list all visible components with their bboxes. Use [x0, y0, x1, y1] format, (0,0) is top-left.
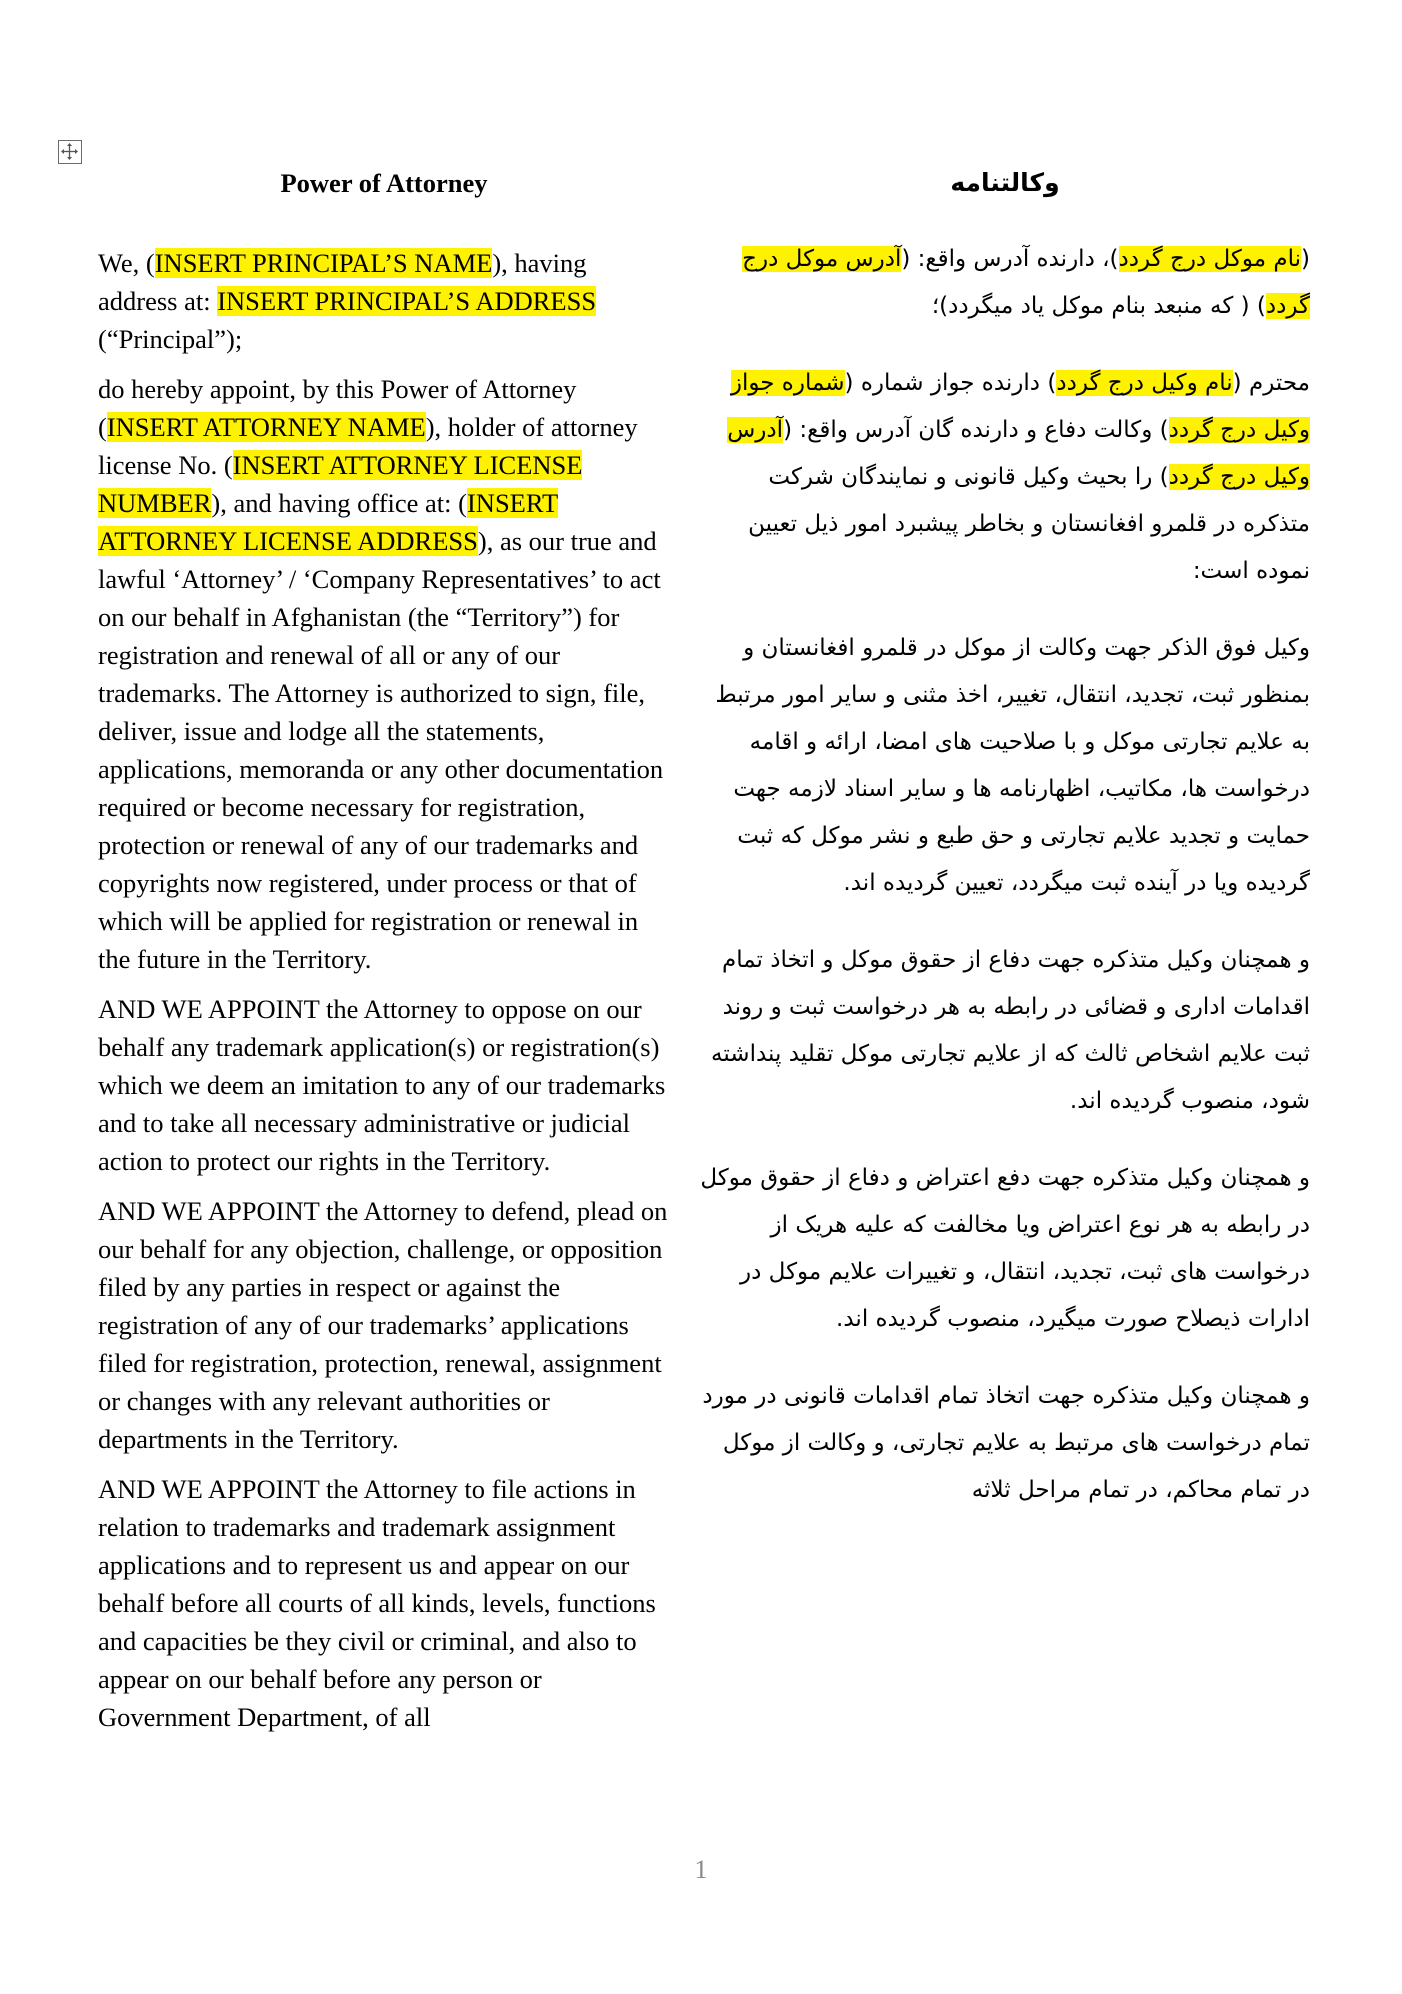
english-column [98, 164, 670, 1748]
table-move-handle[interactable] [58, 140, 82, 164]
attorney-name-placeholder-fa: نام وکیل درج گردد [1056, 370, 1233, 396]
appointment-paragraph-fa [700, 360, 1310, 595]
text-run: We, ( [98, 248, 155, 278]
persian-title: وکالتنامه [950, 168, 1060, 197]
text-run: ( [1301, 246, 1310, 272]
attorney-license-number-placeholder: INSERT ATTORNEY LICENSE NUMBER [98, 450, 583, 518]
attorney-license-number-placeholder-fa: شماره جواز وکیل درج گردد [730, 370, 1310, 443]
text-run: ), holder of attorney license No. ( [98, 412, 638, 480]
text-run: )، دارنده آدرس واقع: ( [901, 246, 1119, 272]
defend-paragraph: AND WE APPOINT the Attorney to defend, plead on our behalf for any objection, challenge, or opposition filed by any parties in respect or against the registration of any of our trademarks’ applications filed for registration, protection, renewal, assignment or changes with any relevant authorities or departments in the Territory. [98, 1196, 668, 1454]
text-run: ) را بحیث وکیل قانونی و نمایندگان شرکت متذکره در قلمرو افغانستان و بخاطر پیشبرد امور ذیل تعیین نموده است: [748, 464, 1310, 584]
principal-address-placeholder: INSERT PRINCIPAL’S ADDRESS [217, 286, 597, 316]
page-number: 1 [694, 1855, 708, 1884]
defend-paragraph-fa: و همچنان وکیل متذکره جهت دفع اعتراض و دفاع از حقوق موکل در رابطه به هر نوع اعتراض ویا مخالفت که علیه هریک از درخواست های ثبت، تجدید، انتقال، و تغییرات علایم موکل در ادارات ذیصلاح صورت میگیرد، منصوب گردیده اند. [700, 1165, 1310, 1332]
attorney-license-address-placeholder: INSERT ATTORNEY LICENSE ADDRESS [98, 488, 559, 556]
text-run: (“Principal”); [98, 324, 243, 354]
principal-paragraph [98, 244, 670, 358]
oppose-paragraph: AND WE APPOINT the Attorney to oppose on our behalf any trademark application(s) or registration(s) which we deem an imitation to any of our trademarks and to take all necessary administrative or judicial action to protect our rights in the Territory. [98, 994, 666, 1176]
text-run: ), as our true and lawful ‘Attorney’ / ‘Company Representatives’ to act on our behalf in Afghanistan (the “Territory”) for registration and renewal of all or any of our trademarks. The Attorney is authorized to sign, file, deliver, issue and lodge all the statements, applications, memoranda or any other documentation required or become necessary for registration, protection or renewal of any of our trademarks and copyrights now registered, under process or that of which will be applied for registration or renewal in the future in the Territory. [98, 526, 664, 974]
oppose-paragraph-fa: و همچنان وکیل متذکره جهت دفاع از حقوق موکل و اتخاذ تمام اقدامات اداری و قضائی در رابطه به هر درخواست ثبت و روند ثبت علایم اشخاص ثالث که از علایم تجارتی موکل تقلید پنداشته شود، منصوب گردیده اند. [711, 947, 1310, 1114]
text-run: محترم ( [1232, 370, 1310, 396]
attorney-name-placeholder: INSERT ATTORNEY NAME [106, 412, 426, 442]
text-run: ) ( که منبعد بنام موکل یاد میگردد)؛ [931, 293, 1266, 319]
appointment-paragraph [98, 370, 670, 978]
registration-paragraph-fa: وکیل فوق الذکر جهت وکالت از موکل در قلمرو افغانستان و بمنظور ثبت، تجدید، انتقال، تغییر، اخذ مثنی و سایر امور مرتبط به علایم تجارتی موکل و با صلاحیت های امضا، ارائه و اقامه درخواست ها، مکاتیب، اظهارنامه ها و سایر اسناد لازمه جهت حمایت و تجدید علایم تجارتی و حق طبع و نشر موکل که ثبت گردیده ویا در آینده ثبت میگردد، تعیین گردیده اند. [715, 635, 1310, 896]
principal-name-placeholder-fa: نام موکل درج گردد [1118, 246, 1302, 272]
text-run: ) دارنده جواز شماره ( [844, 370, 1057, 396]
principal-paragraph-fa [700, 236, 1310, 330]
text-run: ), having address at: [98, 248, 587, 316]
persian-column [700, 164, 1310, 1544]
legal-actions-paragraph-fa: و همچنان وکیل متذکره جهت اتخاذ تمام اقدامات قانونی در مورد تمام درخواست های مرتبط به علایم تجارتی، و وکالت از موکل در تمام محاکم، در تمام مراحل ثلاثه [702, 1383, 1310, 1503]
text-run: ), and having office at: ( [211, 488, 467, 518]
english-title: Power of Attorney [280, 168, 488, 198]
text-run: do hereby appoint, by this Power of Attorney ( [98, 374, 577, 442]
principal-address-placeholder-fa: آدرس موکل درج گردد [742, 246, 1310, 319]
principal-name-placeholder: INSERT PRINCIPAL’S NAME [154, 248, 493, 278]
text-run: ) وکالت دفاع و دارنده گان آدرس واقع: ( [783, 417, 1169, 443]
file-actions-paragraph: AND WE APPOINT the Attorney to file actions in relation to trademarks and trademark assignment applications and to represent us and appear on our behalf before all courts of all kinds, levels, functions and capacities be they civil or criminal, and also to appear on our behalf before any person or Government Department, of all [98, 1474, 656, 1732]
move-icon [59, 141, 80, 162]
attorney-address-placeholder-fa: آدرس وکیل درج گردد [727, 417, 1310, 490]
